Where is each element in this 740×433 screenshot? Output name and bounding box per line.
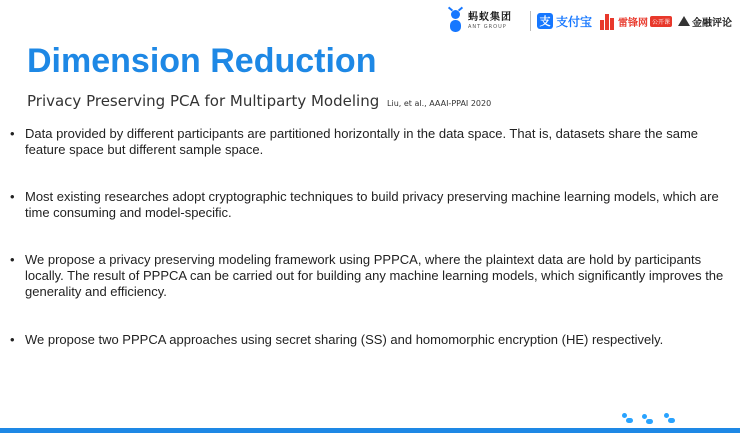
bullet-text: We propose two PPPCA approaches using secret sharing (SS) and homomorphic encryption (HE) respectively.: [25, 332, 664, 347]
bullet-text: Data provided by different participants are partitioned horizontally in the data space. That is, datasets share the same feature space but different sample space.: [25, 126, 699, 157]
leifeng-logo: [592, 4, 672, 38]
bullet-dot-icon: •: [10, 332, 15, 347]
ant-group-name-en: ANT GROUP: [468, 23, 507, 30]
slide-subtitle: [27, 92, 491, 110]
bullet-item: [10, 126, 725, 158]
leifeng-logo-icon: [600, 12, 616, 30]
jinrong-logo-icon: [678, 16, 690, 26]
leifeng-badge: 公开课: [650, 16, 672, 27]
bullet-item: [10, 189, 725, 221]
ant-group-name-cn: 蚂蚁集团: [468, 11, 512, 23]
alipay-name: 支付宝: [556, 14, 593, 29]
logo-divider: [530, 11, 531, 31]
bullet-dot-icon: •: [10, 252, 15, 267]
bullet-item: [10, 252, 725, 300]
ant-group-logo-icon: [446, 8, 464, 34]
bottom-accent-bar: [0, 428, 740, 433]
ant-mascot-decoration-icon: [660, 413, 680, 427]
jinrong-logo: [672, 4, 732, 38]
bullet-item: [10, 332, 725, 348]
paper-reference: Liu, et al., AAAI-PPAI 2020: [387, 99, 492, 108]
header-logos: [446, 4, 736, 38]
bullet-text: Most existing researches adopt cryptographic techniques to build privacy preserving machine learning models, which are time consuming and model-specific.: [25, 189, 719, 220]
ant-mascot-decoration-icon: [620, 413, 660, 427]
alipay-logo-icon: 支: [537, 13, 553, 29]
jinrong-name: 金融评论: [692, 17, 733, 29]
subtitle-text: Privacy Preserving PCA for Multiparty Modeling: [27, 92, 380, 110]
bullet-dot-icon: •: [10, 189, 15, 204]
ant-group-logo: [446, 4, 524, 38]
slide-title: Dimension Reduction: [27, 42, 377, 80]
bullet-dot-icon: •: [10, 126, 15, 141]
alipay-logo: [537, 4, 592, 38]
bullet-text: We propose a privacy preserving modeling framework using PPPCA, where the plaintext data are hold by participants locally. The result of PPPCA can be carried out for building any machine learning models, which significantly improves the generality and efficiency.: [25, 252, 724, 299]
leifeng-name: 雷锋网: [618, 17, 649, 29]
